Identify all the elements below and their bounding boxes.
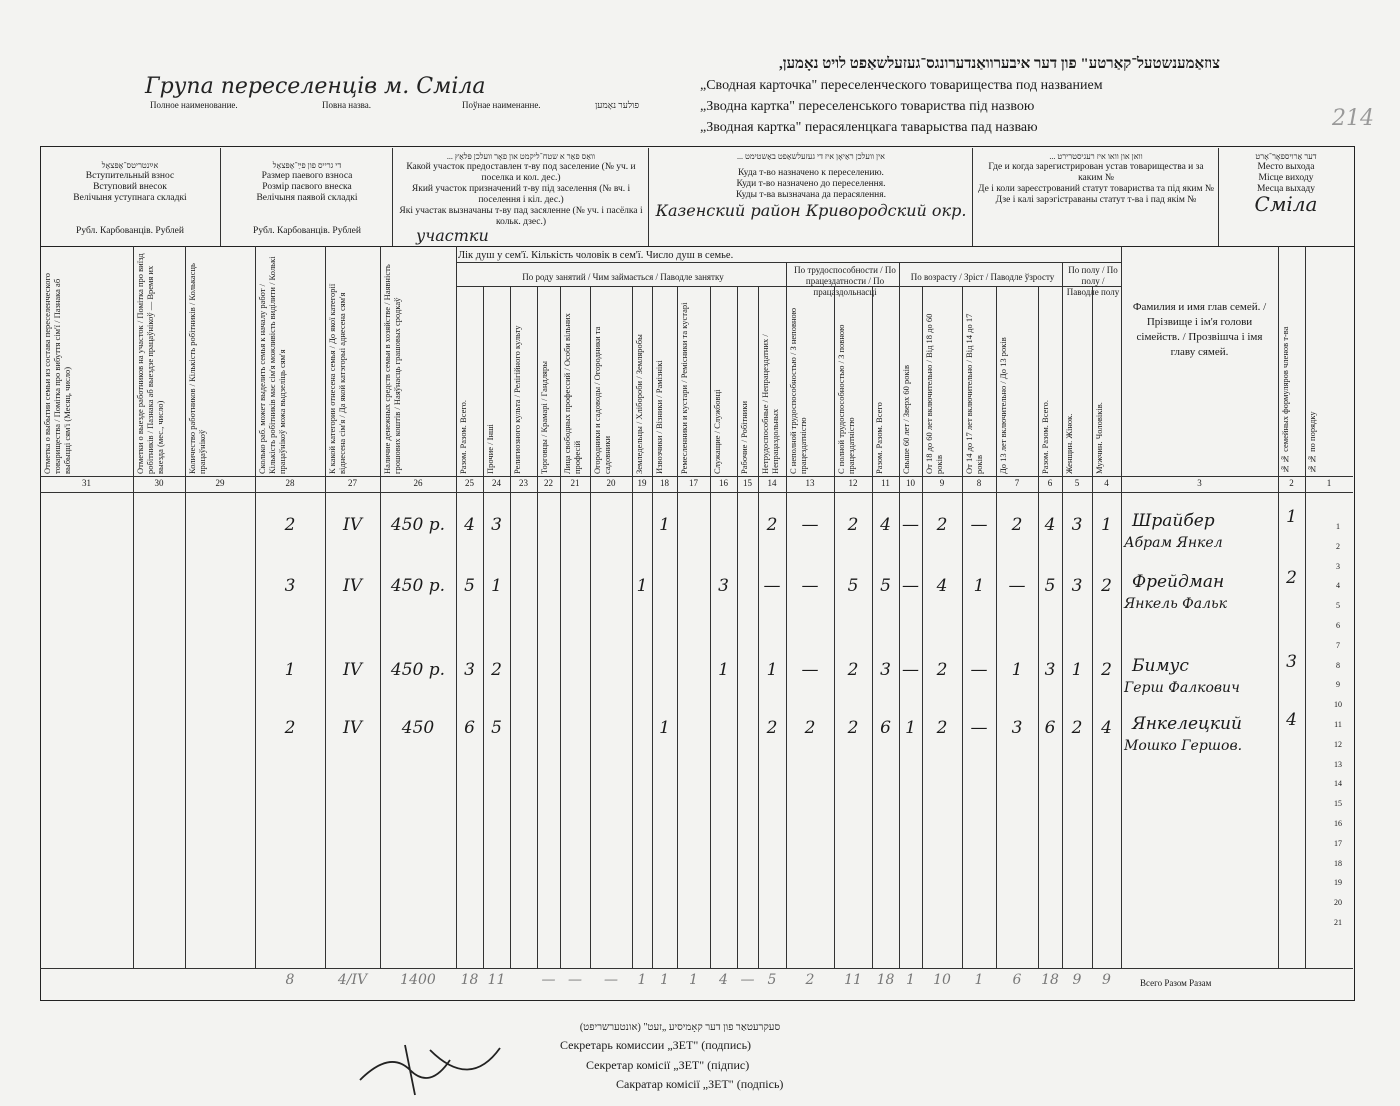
total-value: 1 [974, 972, 984, 988]
section-divider [456, 286, 1121, 287]
column-label: Женщин. Жінок. [1064, 413, 1074, 474]
column-divider [899, 262, 900, 968]
total-value: 10 [933, 972, 951, 988]
column-label: Торговцы / Крамарі / Гандляры [539, 361, 549, 474]
total-value: 4 [719, 972, 728, 988]
cell-value: 5 [1044, 576, 1056, 596]
row-number: 13 [1334, 759, 1342, 769]
column-divider [185, 246, 186, 968]
column-number: 17 [689, 478, 698, 488]
cell-value: — [801, 515, 819, 535]
total-value: — [604, 972, 618, 988]
signature-by: Сакратар комісії „ЗЕТ" (подпісь) [616, 1077, 784, 1091]
cell-value: 3 [284, 576, 296, 596]
row-number: 21 [1334, 918, 1342, 927]
column-divider [786, 262, 787, 968]
row-number: 20 [1334, 898, 1342, 908]
box-registration: וואן און וואו איז רעגיסטרירט ... Где и когда зарегистрирован устав товарищества и за каким № Де і коли зареєстрований статут товариства та під яким № Дзе і калі зарэгістраваны статут т-ва і пад якім № [978, 152, 1214, 205]
column-divider [537, 286, 538, 968]
total-value: 1400 [400, 972, 436, 988]
cell-value: 2 [1101, 660, 1112, 680]
row-number: 18 [1334, 858, 1342, 868]
box-plot: וואַס פאַר א שטח־ליקמט און פאָר וועלכן פּלאַץ ... Какой участок предоставлен т-ву под заселение (№ уч. и поселка и кол. дес.) Який участок призначений т-ву під заселення (№ вч. і поселення і кіл. дес.) Які участак вызначаны т-ву пад засяленне (№ уч. і пасёлка і кольк. дзес.) участки [399, 152, 643, 245]
total-value: 1 [660, 972, 669, 988]
column-label: С полной трудоспособностью / З повною працездатністю [836, 324, 856, 474]
column-divider [1278, 246, 1279, 968]
total-value: 6 [1012, 972, 1022, 988]
cell-value: — [970, 660, 988, 680]
cell-value: — [763, 576, 781, 596]
column-divider [652, 286, 653, 968]
cell-value: 1 [1011, 660, 1023, 680]
cell-value: 2 [847, 515, 859, 535]
column-divider [380, 246, 381, 968]
signature-yi: סעקרעטאַר פון דער קאָמיסיע „זעט" (אונטערשריפט) [579, 1022, 781, 1033]
column-number: 5 [1074, 478, 1080, 488]
column-label: №№ по порядку [1307, 411, 1317, 474]
column-label: Ремесленники и кустари / Ремісники та кустарі [679, 302, 689, 474]
cell-value: 1 [718, 660, 729, 680]
family-surname: Янкелецкий [1132, 714, 1242, 734]
column-label: Сколько раб. может выделить семья к началу работ / Кількість робітників має сім'я можливість виділити / Колькі працаўнікоў можа выдзеліць сям'я [257, 256, 287, 474]
box-fee: אײַנטריטס־אָפּצאָל Вступительный взнос Вступовий внесок Велічыня уступнага складкі Рубл. Карбованців. Рублей [73, 161, 187, 236]
cell-value: 2 [1071, 718, 1083, 738]
column-number: 16 [719, 478, 728, 488]
column-label: Наличие денежных средств семьи в хозяйстве / Наявність грошових коштів / Наяўнасць грашовых сродкаў [382, 264, 402, 474]
cell-value: — [801, 660, 819, 680]
section-occupation: По роду занятий / Чим займається / Паводле занятку [522, 272, 724, 282]
column-divider [510, 286, 511, 968]
column-number: 3 [1197, 478, 1202, 488]
column-number: 19 [637, 478, 647, 488]
box-share: די גרייס פון פײַ־אָפּצאָל Размер паевого взноса Розмір паєвого внеска Велічыня паявой складкі Рубл. Карбованців. Рублей [253, 161, 361, 236]
row-number: 11 [1334, 720, 1342, 729]
totals-label: Всего Разом Разам [1140, 978, 1212, 988]
cell-value: 2 [847, 660, 859, 680]
column-label: Разом. Разом. Всего. [458, 399, 468, 474]
signature-ua: Секретар комісії „ЗЕТ" (підпис) [586, 1058, 750, 1072]
label-full-name-by: Поўнае наименанне. [462, 100, 541, 110]
column-label: Религиозного культа / Релігійного культу [512, 325, 522, 474]
column-divider [834, 286, 835, 968]
column-label: Земледельцы / Хлібороби / Земляробы [634, 334, 644, 474]
column-number: 1 [1326, 478, 1332, 488]
row-number: 14 [1334, 779, 1342, 789]
family-given-name: Герш Фалкович [1124, 680, 1240, 696]
cell-value: 450 р. [390, 660, 446, 680]
row-number: 7 [1336, 640, 1340, 650]
column-label: Лица свободных профессий / Особи вільних професій [562, 313, 582, 474]
column-label: Служащие / Службовці [712, 389, 722, 474]
label-full-name-ua: Повна назва. [322, 100, 372, 110]
total-value: 1 [637, 972, 647, 988]
cell-value: 3 [1011, 718, 1023, 738]
column-label: Разом. Разом. Всего [874, 402, 884, 474]
cell-value: 2 [284, 515, 296, 535]
divider [392, 148, 393, 246]
cell-value: 1 [659, 718, 670, 738]
section-work-ability: По трудоспособности / По працездатности / По працаздольнасці [794, 265, 896, 297]
column-number: 15 [743, 478, 752, 488]
section-divider [456, 262, 1121, 263]
column-number: 18 [660, 478, 669, 488]
column-divider [872, 286, 873, 968]
cell-value: 3 [1071, 576, 1083, 596]
total-value: 11 [844, 972, 862, 988]
cell-value: 2 [936, 718, 948, 738]
cell-value: 2 [491, 660, 502, 680]
cell-value: 2 [284, 718, 296, 738]
column-divider [632, 286, 633, 968]
column-divider [962, 286, 963, 968]
section-age: По возрасту / Зріст / Паводле ўзросту [910, 272, 1055, 282]
row-number: 2 [1336, 541, 1340, 551]
total-value: 4/IV [337, 972, 368, 988]
top-row-divider [40, 246, 1355, 247]
cell-value: 3 [464, 660, 475, 680]
row-number: 1 [1336, 522, 1340, 531]
title-ukrainian: „Зводна картка" переселенського товариства під назвою [700, 99, 1035, 114]
title-belarusian: „Зводная картка" перасяленцкага таварыства пад назваю [700, 120, 1038, 135]
row-number: 17 [1334, 838, 1342, 848]
row-number: 12 [1334, 739, 1342, 749]
column-divider [325, 246, 326, 968]
family-given-name: Абрам Янкел [1124, 535, 1223, 551]
cell-value: 2 [766, 718, 778, 738]
row-number: 4 [1336, 581, 1340, 591]
total-value: 18 [460, 972, 479, 988]
column-number: 20 [606, 478, 616, 488]
column-label: Разом. Разом. Всего. [1040, 399, 1050, 474]
cell-value: 3 [880, 660, 891, 680]
row-number: 19 [1334, 878, 1342, 888]
column-number: 2 [1289, 478, 1294, 488]
label-full-name-ru: Полное наименование. [150, 100, 238, 110]
column-divider [737, 286, 738, 968]
column-number: 28 [285, 478, 295, 488]
cell-value: 3 [491, 515, 502, 535]
column-divider [560, 286, 561, 968]
cell-value: 450 [401, 718, 435, 738]
label-full-name-yi: פולער נאָמען [595, 100, 640, 110]
cell-value: 1 [766, 660, 778, 680]
column-number: 4 [1104, 478, 1109, 488]
column-label: Мужчин. Чоловіків. [1094, 402, 1104, 474]
divider [1218, 148, 1219, 246]
colnum-divider [40, 492, 1353, 493]
column-label: Огородники и садоводы / Огородники та садовники [592, 326, 612, 474]
cell-value: 4 [1101, 718, 1112, 738]
column-number: 12 [848, 478, 858, 488]
row-number: 6 [1336, 621, 1340, 630]
cell-value: 450 р. [390, 515, 446, 535]
family-surname: Фрейдман [1132, 572, 1225, 592]
total-value: 18 [1041, 972, 1059, 988]
column-number: 26 [413, 478, 423, 488]
cell-value: 2 [1011, 515, 1023, 535]
total-value: 11 [487, 972, 506, 988]
column-number: 30 [154, 478, 164, 488]
cell-value: IV [343, 576, 362, 596]
cell-value: — [970, 718, 988, 738]
archive-stamp: 214 [1332, 106, 1374, 131]
row-number: 5 [1336, 601, 1340, 611]
cell-value: 2 [1101, 576, 1112, 596]
cell-value: 1 [636, 576, 648, 596]
cell-value: IV [343, 718, 362, 738]
column-divider [1062, 262, 1063, 968]
cell-value: 450 р. [390, 576, 446, 596]
column-number: 23 [519, 478, 528, 488]
total-value: 8 [285, 972, 295, 988]
row-number: 8 [1336, 660, 1340, 670]
body-bottom-divider [40, 968, 1353, 969]
section-souls: Лік душ у сем'ї. Кількість чоловік в сем'ї. Число душ в семье. [458, 250, 734, 261]
column-number: 29 [215, 478, 225, 488]
cell-value: 1 [1101, 515, 1112, 535]
total-value: 9 [1072, 972, 1082, 988]
cell-value: — [801, 576, 819, 596]
colnum-divider [40, 476, 1353, 477]
column-number: 7 [1014, 478, 1020, 488]
cell-value: IV [343, 515, 362, 535]
cell-value: 5 [464, 576, 475, 596]
cell-value: 2 [936, 660, 948, 680]
column-number: 27 [348, 478, 357, 488]
column-label: От 18 до 60 лет включительно / Від 18 до 60 років [924, 313, 944, 474]
family-order-number: 2 [1286, 568, 1297, 588]
secretary-signature-scribble [350, 1030, 520, 1100]
column-label: Отметка о выбытии семьи из состава переселенческого товарищества / Помітка про вибуття сім'ї / Пазнака аб выбыцці сям'і (Месяц, число) [42, 273, 72, 474]
cell-value: 6 [464, 718, 475, 738]
column-label: От 14 до 17 лет включительно / Від 14 до 17 років [964, 313, 984, 474]
column-divider [677, 286, 678, 968]
column-divider [758, 286, 759, 968]
column-number: 22 [544, 478, 553, 488]
cell-value: 5 [847, 576, 859, 596]
column-number: 10 [906, 478, 915, 488]
family-order-number: 1 [1286, 507, 1297, 527]
family-surname: Шрайбер [1132, 511, 1215, 531]
column-label: С неполной трудоспособностью / З неповною працездатністю [788, 307, 808, 474]
cell-value: 4 [880, 515, 891, 535]
row-number: 16 [1334, 819, 1342, 828]
cell-value: 5 [880, 576, 891, 596]
title-yiddish: צוזאַמענשטעל־קאַרטע" פון דער איבערוואַנדערונגס־געזעלשאַפט לויט נאָמען, [779, 56, 1220, 72]
group-name-handwritten: Група переселенців м. Сміла [145, 74, 486, 99]
total-value: 2 [805, 972, 815, 988]
column-label: Нетрудоспособные / Непрацездатних / Непрацаздольных [760, 334, 780, 474]
row-number: 9 [1336, 680, 1340, 690]
cell-value: 2 [936, 515, 948, 535]
total-value: 9 [1102, 972, 1111, 988]
cell-value: — [902, 576, 919, 596]
column-divider [1092, 286, 1093, 968]
column-label: Отметки о выезде работников на участок / Помітка про виїзд робітників / Пазнака аб выездзе працаўнікоў — Время их выезда (мес., число) [135, 253, 165, 474]
family-given-name: Янкель Фальк [1124, 596, 1228, 612]
cell-value: 4 [1044, 515, 1056, 535]
cell-value: 1 [491, 576, 502, 596]
cell-value: 1 [973, 576, 985, 596]
cell-value: 1 [905, 718, 916, 738]
cell-value: IV [343, 660, 362, 680]
cell-value: 5 [491, 718, 502, 738]
cell-value: 2 [766, 515, 778, 535]
family-order-number: 3 [1286, 652, 1297, 672]
column-divider [483, 286, 484, 968]
cell-value: 2 [847, 718, 859, 738]
column-number: 25 [465, 478, 474, 488]
cell-value: — [902, 660, 919, 680]
column-label: №№ семейных формуляров членов т-ва [1280, 326, 1290, 474]
divider [972, 148, 973, 246]
total-value: — [740, 972, 755, 988]
divider [648, 148, 649, 246]
column-number: 6 [1047, 478, 1053, 488]
total-value: — [568, 972, 582, 988]
column-number: 14 [767, 478, 777, 488]
section-sex: По полу / По полу / Паводле полу [1066, 265, 1120, 297]
column-divider [1121, 246, 1122, 968]
total-value: 5 [767, 972, 777, 988]
column-divider [710, 286, 711, 968]
column-number: 31 [82, 478, 91, 488]
column-label: К какой категории отнесена семья / До якої категорії віднесена сім'я / Да якой катэгорыі аднесена сям'я [327, 283, 347, 474]
column-number: 8 [976, 478, 982, 488]
column-divider [456, 246, 457, 968]
column-number: 24 [492, 478, 501, 488]
row-number: 10 [1334, 700, 1342, 710]
total-value: 1 [906, 972, 915, 988]
cell-value: — [902, 515, 919, 535]
cell-value: 4 [936, 576, 948, 596]
column-number: 21 [570, 478, 580, 488]
column-label: Извозчики / Візники / Рамізнікі [654, 360, 664, 474]
cell-value: 4 [464, 515, 475, 535]
column-divider [1038, 286, 1039, 968]
column-label: Рабочие / Робітники [739, 400, 749, 474]
signature-ru: Секретарь комиссии „ЗЕТ" (подпись) [560, 1038, 752, 1052]
title-russian: „Сводная карточка" переселенческого товарищества под названием [700, 78, 1103, 93]
column-divider [1305, 246, 1306, 968]
cell-value: 2 [804, 718, 816, 738]
column-label: Количество работников / Кількість робітників / Колькасць працаўнікоў [187, 263, 207, 474]
column-divider [255, 246, 256, 968]
family-order-number: 4 [1286, 710, 1297, 730]
box-destination: אין וועלכן ראַיאָן איז די געזעלשאַפט באַשטימט ... Куда т-во назначено к переселению. Куди т-во назначено до переселення. Куды т-ва вызначана да перасялення. Казенский район Кривородский окр. [655, 152, 967, 220]
column-divider [133, 246, 134, 968]
column-label: До 13 лет включительно / До 13 років [998, 337, 1008, 474]
total-value: 1 [689, 972, 698, 988]
column-label: Фамилия и имя глав семей. / Прізвище і ім'я голови сімейств. / Прозвішча і імя главу сямей. [1132, 301, 1267, 358]
family-surname: Бимус [1132, 656, 1189, 676]
cell-value: 3 [1071, 515, 1083, 535]
cell-value: 3 [1044, 660, 1056, 680]
column-number: 9 [939, 478, 945, 488]
total-value: 18 [876, 972, 895, 988]
column-label: Свыше 60 лет / Зверх 60 років [901, 364, 911, 474]
column-divider [996, 286, 997, 968]
cell-value: 1 [284, 660, 296, 680]
total-value: — [541, 972, 556, 988]
column-label: Прочие / Інші [485, 424, 495, 474]
cell-value: 1 [1071, 660, 1083, 680]
column-number: 11 [881, 478, 890, 488]
row-number: 3 [1336, 561, 1340, 571]
family-given-name: Мошко Гершов. [1124, 738, 1243, 754]
cell-value: — [970, 515, 988, 535]
cell-value: 1 [659, 515, 670, 535]
box-departure: דער אַרויספאָר־אָרט Место выхода Місце виходу Месца выхаду Сміла [1254, 152, 1318, 216]
cell-value: 6 [880, 718, 891, 738]
cell-value: 3 [718, 576, 729, 596]
column-divider [922, 286, 923, 968]
cell-value: 6 [1044, 718, 1056, 738]
column-number: 13 [805, 478, 815, 488]
divider [220, 148, 221, 246]
row-number: 15 [1334, 799, 1342, 809]
column-divider [590, 286, 591, 968]
cell-value: — [1008, 576, 1026, 596]
